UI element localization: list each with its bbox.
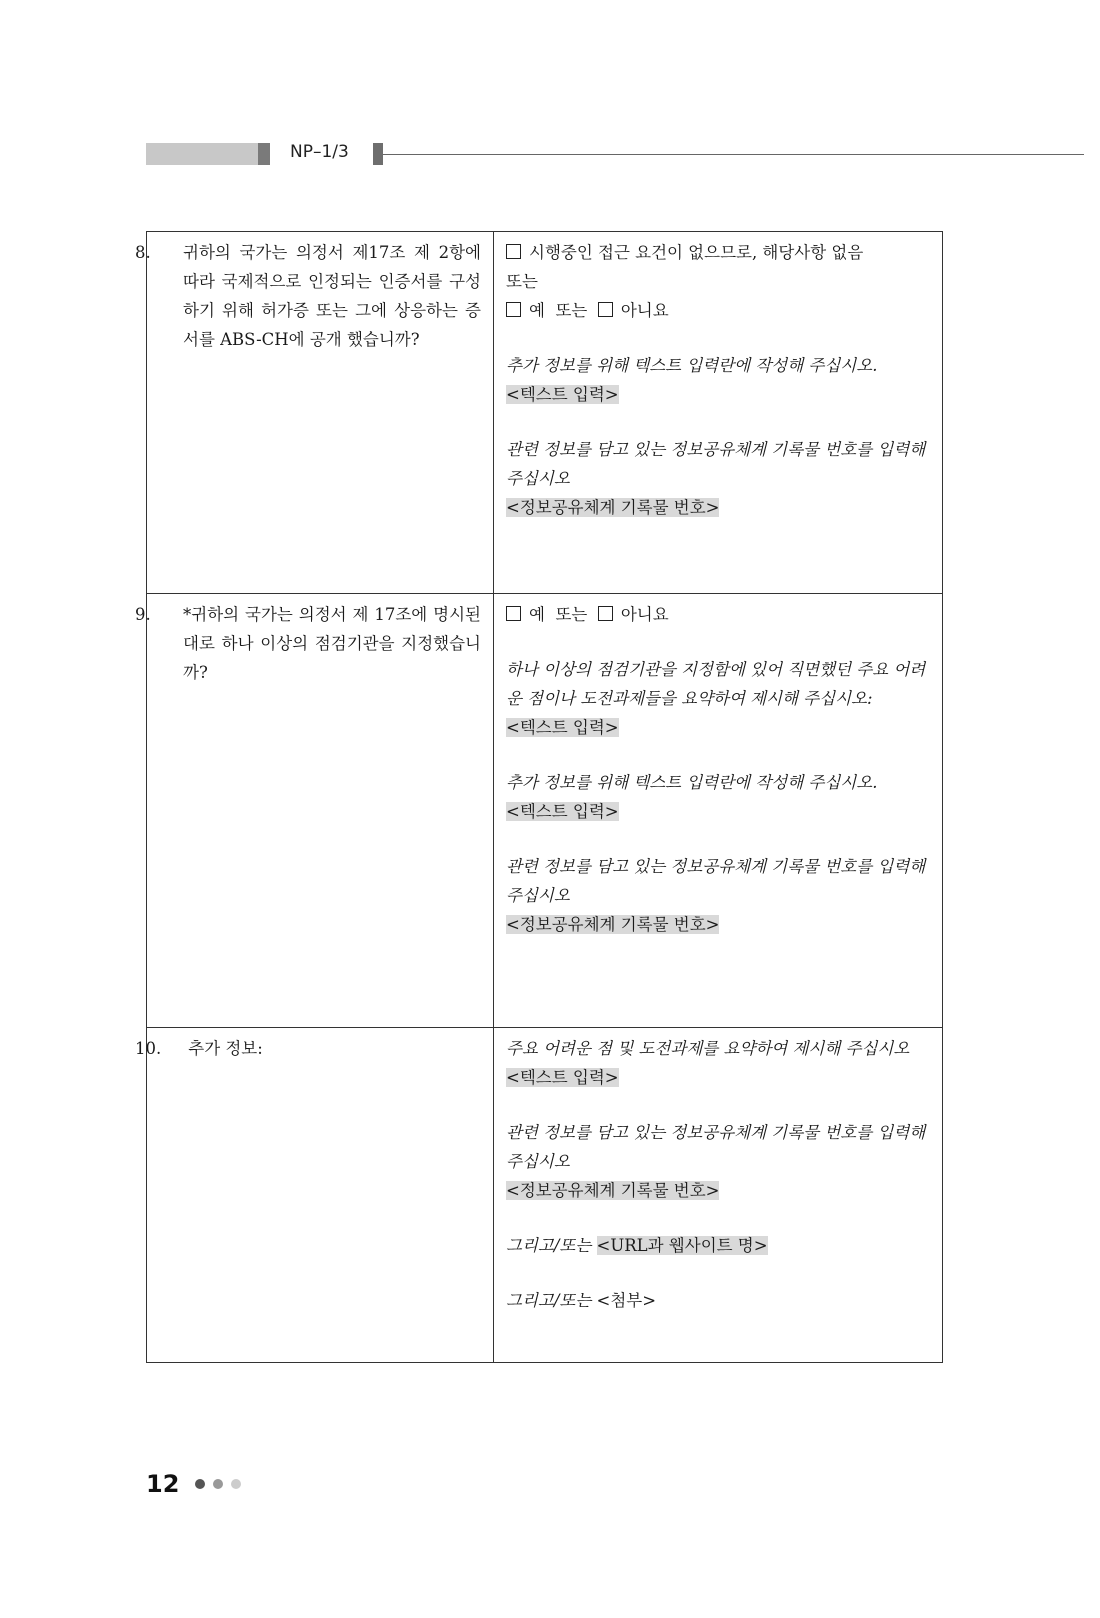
yes-no-options: 예 또는 아니요: [506, 600, 932, 629]
questionnaire-table: [135, 231, 943, 1363]
attachment-field[interactable]: <첨부>: [596, 1291, 657, 1310]
document-code: NP–1/3: [290, 142, 349, 162]
question-text: 10. 추가 정보:: [159, 1034, 481, 1063]
yes-label: 예: [529, 301, 545, 320]
more-info-prompt: 추가 정보를 위해 텍스트 입력란에 작성해 주십시오.: [506, 773, 878, 792]
question-cell: [135, 594, 494, 1028]
record-number-prompt: 관련 정보를 담고 있는 정보공유체계 기록물 번호를 입력해 주십시오: [506, 857, 926, 905]
question-row-9: [147, 594, 943, 1028]
url-line: 그리고/또는 <URL과 웹사이트 명>: [506, 1236, 768, 1255]
question-number: 10.: [135, 1039, 162, 1058]
record-number-field[interactable]: <정보공유체계 기록물 번호>: [506, 1181, 720, 1200]
no-label: 아니요: [620, 605, 669, 624]
text-input-field[interactable]: <텍스트 입력>: [506, 718, 619, 737]
answer-cell: [494, 594, 943, 1028]
page-dot-icon: [213, 1479, 223, 1489]
page-dot-icon: [231, 1479, 241, 1489]
header-mark: [373, 143, 383, 165]
question-row-8: [147, 232, 943, 594]
checkbox-icon[interactable]: [598, 302, 613, 317]
challenges-prompt: 주요 어려운 점 및 도전과제를 요약하여 제시해 주십시오: [506, 1039, 910, 1058]
question-number: 9.: [135, 605, 151, 624]
url-input-field[interactable]: <URL과 웹사이트 명>: [596, 1236, 768, 1255]
page-header: [0, 138, 1100, 170]
more-info-prompt: 추가 정보를 위해 텍스트 입력란에 작성해 주십시오.: [506, 356, 878, 375]
header-dark-block: [258, 143, 270, 165]
or-text: 또는: [506, 272, 538, 291]
challenges-prompt: 하나 이상의 점검기관을 지정함에 있어 직면했던 주요 어려운 점이나 도전과제들을 요약하여 제시해 주십시오:: [506, 660, 926, 708]
question-number: 8.: [135, 243, 151, 262]
text-input-field[interactable]: <텍스트 입력>: [506, 802, 619, 821]
checkbox-icon[interactable]: [506, 244, 521, 259]
no-label: 아니요: [620, 301, 669, 320]
question-text: 9. *귀하의 국가는 의정서 제 17조에 명시된 대로 하나 이상의 점검기관을 지정했습니까?: [159, 600, 481, 687]
question-cell: [135, 232, 494, 594]
question-cell: [135, 1028, 494, 1363]
yes-no-options: 예 또는 아니요: [506, 296, 932, 325]
attachment-line: 그리고/또는 <첨부>: [506, 1291, 657, 1310]
checkbox-icon[interactable]: [506, 302, 521, 317]
text-input-field[interactable]: <텍스트 입력>: [506, 1068, 619, 1087]
yes-label: 예: [529, 605, 545, 624]
record-number-prompt: 관련 정보를 담고 있는 정보공유체계 기록물 번호를 입력해 주십시오: [506, 440, 926, 488]
page-footer: [146, 1470, 241, 1500]
option-not-applicable[interactable]: 시행중인 접근 요건이 없으므로, 해당사항 없음: [506, 238, 932, 267]
question-text: 8. 귀하의 국가는 의정서 제17조 제 2항에 따라 국제적으로 인정되는 인증서를 구성하기 위해 허가증 또는 그에 상응하는 증서를 ABS-CH에 공개 했습니까?: [159, 238, 481, 354]
checkbox-icon[interactable]: [506, 606, 521, 621]
text-input-field[interactable]: <텍스트 입력>: [506, 385, 619, 404]
page-number: 12: [146, 1470, 180, 1498]
page-dot-icon: [195, 1479, 205, 1489]
answer-cell: [494, 1028, 943, 1363]
header-rule: [383, 154, 1084, 155]
record-number-prompt: 관련 정보를 담고 있는 정보공유체계 기록물 번호를 입력해 주십시오: [506, 1123, 926, 1171]
record-number-field[interactable]: <정보공유체계 기록물 번호>: [506, 498, 720, 517]
checkbox-icon[interactable]: [598, 606, 613, 621]
header-gray-bar: [146, 143, 258, 165]
record-number-field[interactable]: <정보공유체계 기록물 번호>: [506, 915, 720, 934]
question-row-10: [147, 1028, 943, 1363]
answer-cell: [494, 232, 943, 594]
